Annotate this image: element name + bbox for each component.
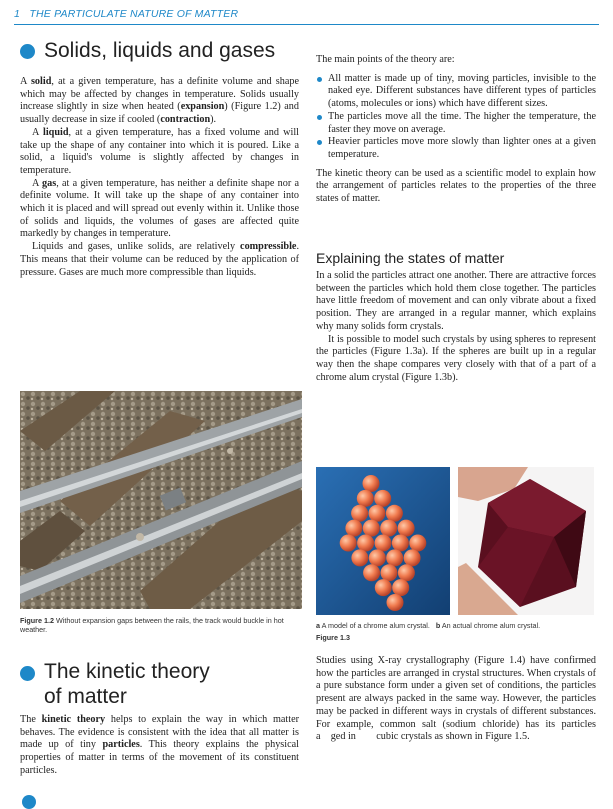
sphere xyxy=(404,549,421,566)
paragraph-solid: A solid, at a given temperature, has a definite volume and shape which may be affected by changes in temperature. Solids usually increase slightly in size when heated (expansion) (Figure 1.2) and usually decrease in size if cooled (contraction). xyxy=(20,76,299,126)
caption-a: a A model of a chrome alum crystal. xyxy=(316,621,430,630)
sphere xyxy=(363,520,380,537)
theory-points-block xyxy=(316,54,596,206)
figure-1-3-label: Figure 1.3 xyxy=(316,633,350,642)
caption-b: b An actual chrome alum crystal. xyxy=(435,621,541,630)
railway-illustration xyxy=(20,391,302,609)
sphere xyxy=(369,505,386,522)
chapter-number: 1 xyxy=(14,8,21,20)
crystal-illustration xyxy=(458,467,594,615)
sphere xyxy=(392,579,409,596)
sphere xyxy=(381,564,398,581)
sphere xyxy=(398,520,415,537)
section-heading-solids: Solids, liquids and gases xyxy=(44,39,276,62)
kinetic-text-block xyxy=(20,714,299,778)
sphere xyxy=(375,535,392,552)
paragraph-kinetic-theory: The kinetic theory helps to explain the way in which matter behaves. The evidence is consistent with the idea that all matter is made up of tiny particles. This theory explains the physical properties of matter in terms of the movement of its constituent particles. xyxy=(20,714,299,776)
sphere xyxy=(386,505,403,522)
paragraph-solid-particles: In a solid the particles attract one another. There are attractive forces between the particles which hold them close together. The particles have little freedom of movement and can only vibrate about a fixed position. They are arranged in a regular manner, which explains why many solids form crystals. xyxy=(316,270,596,332)
sphere xyxy=(398,564,415,581)
theory-points-list xyxy=(316,73,596,162)
sphere xyxy=(386,549,403,566)
xray-text-block xyxy=(316,655,596,744)
sphere xyxy=(351,505,368,522)
page-header xyxy=(0,0,613,28)
sphere xyxy=(375,579,392,596)
solids-text-block xyxy=(20,76,299,279)
sphere xyxy=(380,520,397,537)
paragraph-gas: A gas, at a given temperature, has neither a definite shape nor a definite volume. It will take up the shape of any container into which it is placed and will spread out evenly within it. Unlike those of solids and liquids, the volumes of gases are affected quite markedly by changes in temperature. xyxy=(20,177,299,240)
list-item: Heavier particles move more slowly than lighter ones at a given temperature. xyxy=(316,136,596,161)
list-item: The particles move all the time. The higher the temperature, the faster they move on average. xyxy=(316,111,596,136)
paragraph-xray-crystallography: Studies using X-ray crystallography (Figure 1.4) have confirmed how the particles are arranged in crystal structures. When crystals of a pure substance form under a given set of conditions, the particles present are always packed in the same way. However, the particles may be packed in different ways in crystals of different substances. For example, common salt (sodium chloride) has its particles a ged in cubic crystals as shown in Figure 1.5. xyxy=(316,655,596,743)
section-bullet-icon xyxy=(20,666,35,681)
sphere xyxy=(357,490,374,507)
states-text-block xyxy=(316,270,596,384)
figure-1-2-caption: Figure 1.2 Without expansion gaps between the rails, the track would buckle in hot weather. xyxy=(20,616,284,634)
sphere xyxy=(363,475,380,492)
sphere xyxy=(340,535,357,552)
list-item: All matter is made up of tiny, moving particles, invisible to the naked eye. Different substances have different types of particles (atoms, molecules or ions) which have different sizes. xyxy=(316,73,596,111)
paragraph-compressible: Liquids and gases, unlike solids, are relatively compressible. This means that their volume can be reduced by the application of pressure. Gases are much more compressible than liquids. xyxy=(20,241,299,278)
figure-1-3-caption xyxy=(316,621,596,642)
section-bullet-icon xyxy=(22,795,36,809)
paragraph-liquid: A liquid, at a given temperature, has a fixed volume and will take up the shape of any container into which it is poured. Like a solid, a liquid's volume is slightly affected by changes in temperature. xyxy=(20,126,299,176)
header-rule xyxy=(14,24,599,25)
sphere xyxy=(345,520,362,537)
paragraph-scientific-model: The kinetic theory can be used as a scientific model to explain how the arrangement of particles relates to the properties of the three states of matter. xyxy=(316,167,596,205)
chapter-title: THE PARTICULATE NATURE OF MATTER xyxy=(29,8,239,20)
sphere xyxy=(374,490,391,507)
theory-intro: The main points of the theory are: xyxy=(316,54,455,65)
chrome-alum-crystal-photo xyxy=(458,467,594,615)
sphere xyxy=(351,549,368,566)
section-heading-kinetic-line1: The kinetic theory xyxy=(44,660,210,683)
chrome-alum-model-photo xyxy=(316,467,450,615)
paragraph-model-crystals: It is possible to model such crystals by using spheres to represent the particles (Figure 1.3a). If the spheres are built up in a regular way then the shape compares very closely with that of a part of a chrome alum crystal (Figure 1.3b). xyxy=(316,333,596,383)
sphere xyxy=(387,594,404,611)
sphere xyxy=(357,535,374,552)
sphere xyxy=(363,564,380,581)
section-heading-kinetic-line2: of matter xyxy=(44,685,127,708)
section-bullet-icon xyxy=(20,44,35,59)
sphere xyxy=(392,535,409,552)
sphere-model-illustration xyxy=(316,467,450,615)
sphere xyxy=(409,535,426,552)
railway-track-photo xyxy=(20,391,302,609)
running-header xyxy=(14,8,238,20)
sphere xyxy=(369,549,386,566)
sub-heading-states: Explaining the states of matter xyxy=(316,250,505,266)
